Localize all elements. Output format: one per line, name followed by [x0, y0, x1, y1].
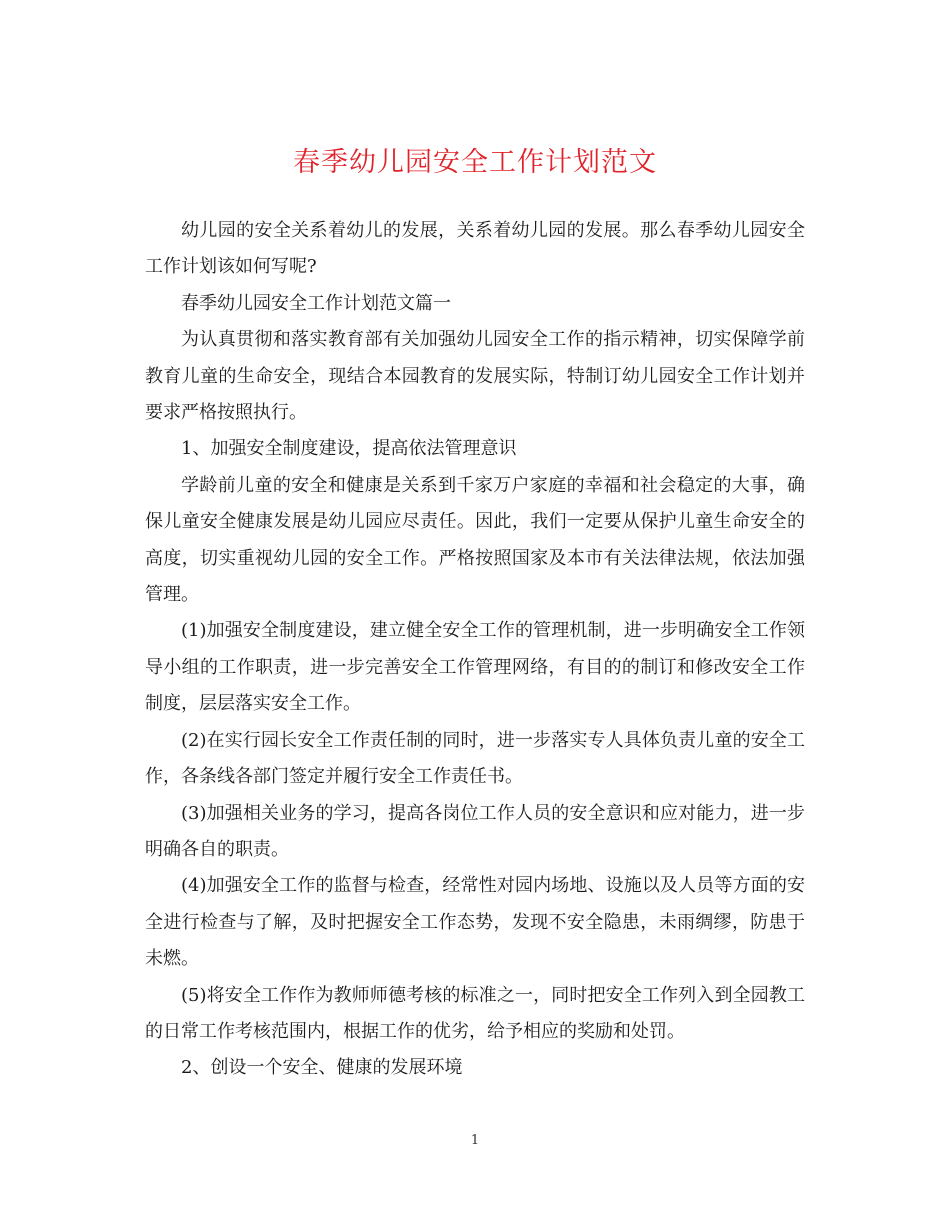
paragraph-heading-1: 1、加强安全制度建设，提高依法管理意识 [181, 438, 517, 460]
document-title: 春季幼儿园安全工作计划范文 [293, 147, 657, 178]
document-body [145, 213, 805, 1087]
paragraph-intro: 幼儿园的安全关系着幼儿的发展，关系着幼儿园的发展。那么春季幼儿园安全工作计划该如何写呢? [145, 220, 805, 278]
paragraph-item-4: (4)加强安全工作的监督与检查，经常性对园内场地、设施以及人员等方面的安全进行检查与了解，及时把握安全工作态势，发现不安全隐患，未雨绸缪，防患于未燃。 [145, 875, 805, 970]
paragraph-purpose: 为认真贯彻和落实教育部有关加强幼儿园安全工作的指示精神，切实保障学前教育儿童的生命安全，现结合本园教育的发展实际，特制订幼儿园安全工作计划并要求严格按照执行。 [145, 329, 805, 424]
page-number: 1 [470, 1133, 480, 1148]
paragraph-item-5: (5)将安全工作作为教师师德考核的标准之一，同时把安全工作列入到全园教工的日常工作考核范围内，根据工作的优劣，给予相应的奖励和处罚。 [145, 984, 805, 1042]
paragraph-item-2: (2)在实行园长安全工作责任制的同时，进一步落实专人具体负责儿童的安全工作，各条线各部门签定并履行安全工作责任书。 [145, 729, 805, 788]
paragraph-item-1: (1)加强安全制度建设，建立健全安全工作的管理机制，进一步明确安全工作领导小组的工作职责，进一步完善安全工作管理网络，有目的的制订和修改安全工作制度，层层落实安全工作。 [145, 620, 805, 715]
paragraph-item-3: (3)加强相关业务的学习，提高各岗位工作人员的安全意识和应对能力，进一步明确各自的职责。 [145, 802, 805, 860]
paragraph-heading-2: 2、创设一个安全、健康的发展环境 [181, 1057, 463, 1079]
paragraph-safety-importance: 学龄前儿童的安全和健康是关系到千家万户家庭的幸福和社会稳定的大事，确保儿童安全健康发展是幼儿园应尽责任。因此，我们一定要从保护儿童生命安全的高度，切实重视幼儿园的安全工作。严格按照国家及本市有关法律法规，依法加强管理。 [145, 474, 805, 606]
paragraph-section-heading: 春季幼儿园安全工作计划范文篇一 [181, 292, 451, 314]
